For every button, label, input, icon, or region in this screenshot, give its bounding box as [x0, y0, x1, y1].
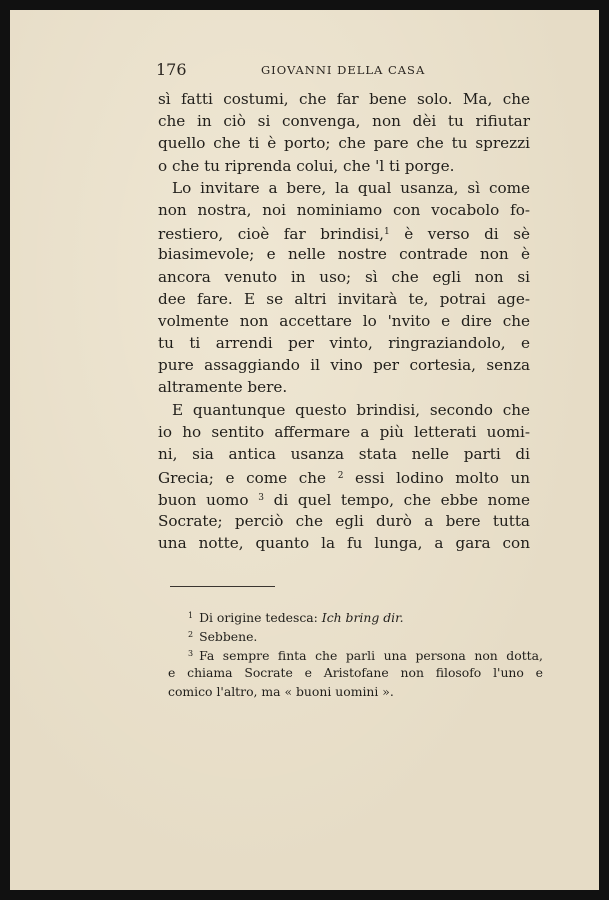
text-fragment: buon uomo: [158, 491, 249, 510]
footnote-2: [168, 625, 543, 644]
text-line-with-footnote-ref: [158, 221, 530, 243]
paragraph-start-line: Lo invitare a bere, la qual usanza, sì come: [172, 178, 530, 197]
paragraph-start-line: E quantunque questo brindisi, secondo che: [172, 400, 530, 419]
footnotes: [168, 606, 543, 701]
footnote-1: [168, 606, 543, 625]
footnote-ref-3: 3: [258, 493, 264, 504]
footnote-ref-2: 2: [337, 471, 344, 482]
running-title: GIOVANNI DELLA CASA: [261, 63, 426, 77]
text-line: o che tu riprenda colui, che 'l ti porge.: [158, 156, 455, 175]
footnote-3-line-2: e chiama Socrate e Aristofane non filosofo l'uno e: [168, 665, 543, 680]
text-line-with-footnote-ref: [158, 487, 530, 509]
footnote-text: Sebbene.: [199, 629, 258, 644]
text-line: pure assaggiando il vino per cortesia, senza: [158, 356, 530, 375]
text-line: ni, sia antica usanza stata nelle parti di: [158, 445, 530, 463]
footnote-divider: [170, 586, 275, 587]
footnote-marker: 2: [188, 630, 194, 639]
text-fragment: restiero, cioè far brindisi,: [158, 225, 384, 244]
book-page: [10, 10, 599, 890]
body-text: [158, 88, 530, 554]
text-line: non nostra, noi nominiamo con vocabolo fo-: [158, 200, 530, 219]
text-fragment: di quel tempo, che ebbe nome: [263, 491, 530, 510]
text-line: quello che ti è porto; che pare che tu sprezzi: [158, 134, 530, 153]
footnote-italic-text: Ich bring dir.: [321, 610, 404, 625]
footnote-ref-1: 1: [383, 227, 390, 238]
footnote-3-line-3: comico l'altro, ma « buoni uomini ».: [168, 684, 394, 699]
text-line: ancora venuto in uso; sì che egli non si: [158, 267, 530, 286]
footnote-text: Fa sempre finta che parli una persona non dotta,: [199, 648, 543, 663]
footnote-text: Di origine tedesca:: [199, 610, 322, 625]
footnote-3-line-1: [168, 644, 543, 663]
text-line: che in ciò si convenga, non dèi tu rifiutar: [158, 112, 530, 131]
text-line: volmente non accettare lo 'nvito e dire che: [158, 311, 530, 330]
text-line: biasimevole; e nelle nostre contrade non è: [158, 245, 530, 264]
footnote-marker: 1: [188, 611, 194, 620]
text-line: una notte, quanto la fu lunga, a gara con: [158, 533, 530, 552]
text-line: io ho sentito affermare a più letterati uomi-: [158, 422, 530, 441]
text-line: dee fare. E se altri invitarà te, potrai age-: [158, 289, 530, 308]
page-header: [156, 60, 528, 84]
text-line: altramente bere.: [158, 378, 288, 397]
text-line: Socrate; perciò che egli durò a bere tutta: [158, 511, 530, 530]
text-line: sì fatti costumi, che far bene solo. Ma, che: [158, 90, 530, 108]
footnote-marker: 3: [188, 649, 194, 658]
text-fragment: Grecia; e come che: [158, 469, 327, 488]
text-fragment: essi lodino molto un: [343, 469, 531, 488]
page-number: 176: [156, 60, 187, 79]
text-fragment: è verso di sè: [389, 225, 530, 244]
text-line: tu ti arrendi per vinto, ringraziandolo, e: [158, 334, 530, 353]
text-line-with-footnote-ref: [158, 465, 530, 487]
